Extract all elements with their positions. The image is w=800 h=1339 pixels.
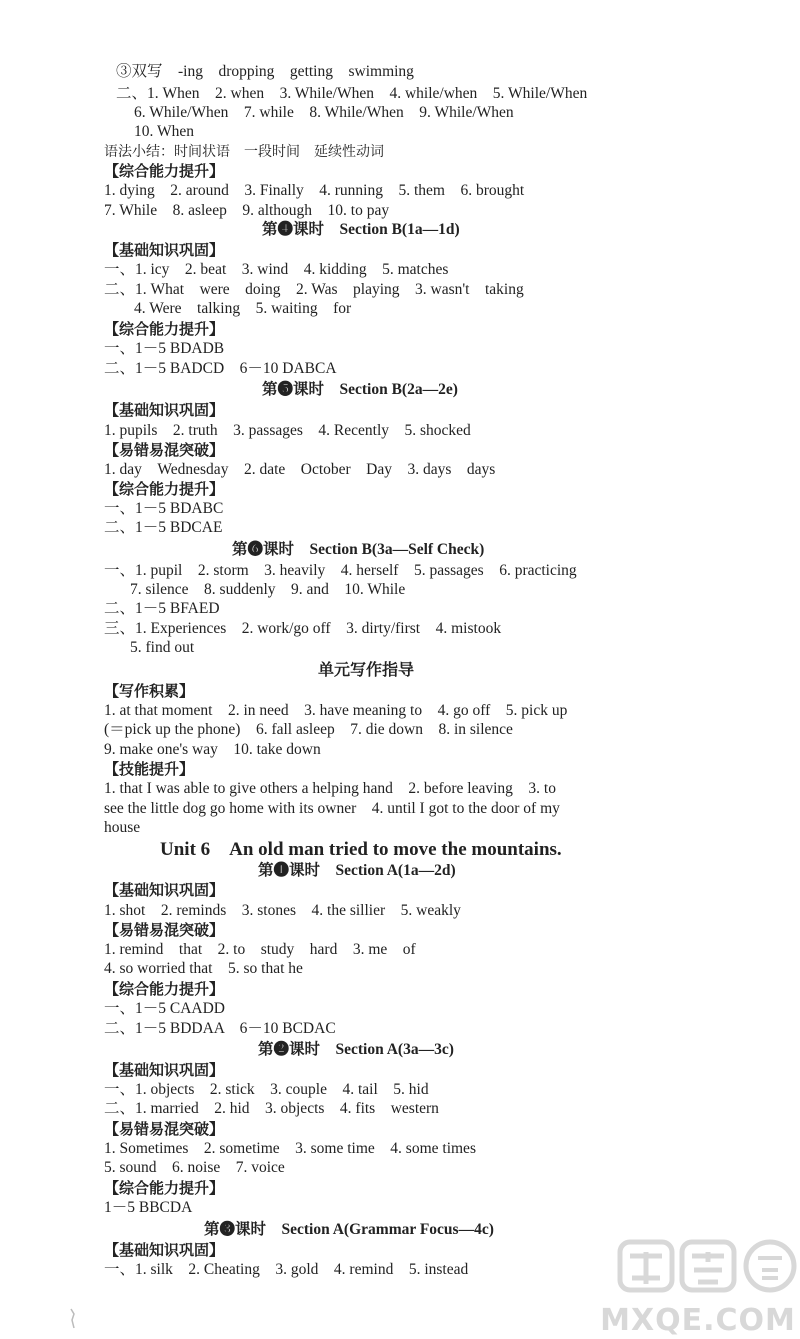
- text-line: 1. that I was able to give others a helping hand 2. before leaving 3. to: [104, 780, 556, 797]
- text-line: 10. When: [134, 123, 194, 140]
- text-line: 1. day Wednesday 2. date October Day 3. days days: [104, 461, 496, 478]
- section-heading: 【综合能力提升】: [104, 980, 225, 998]
- text-line: 二、1－5 BDCAE: [104, 519, 223, 536]
- lesson-title: 第❺课时 Section B(2a—2e): [262, 381, 458, 398]
- text-line: 4. so worried that 5. so that he: [104, 960, 303, 977]
- text-line: 9. make one's way 10. take down: [104, 741, 321, 758]
- svg-text:MXQE.COM: MXQE.COM: [600, 1303, 796, 1338]
- text-line: ③双写 -ing dropping getting swimming: [116, 63, 414, 80]
- margin-mark: [70, 1308, 76, 1330]
- text-line: 一、1. pupil 2. storm 3. heavily 4. herself 5. passages 6. practicing: [104, 562, 577, 579]
- writing-guide-title: 单元写作指导: [318, 660, 415, 679]
- unit-title: Unit 6 An old man tried to move the mountains.: [160, 839, 562, 860]
- section-heading: 【基础知识巩固】: [104, 881, 225, 899]
- section-heading: 【易错易混突破】: [104, 921, 225, 939]
- section-heading: 【基础知识巩固】: [104, 241, 225, 259]
- text-line: 一、1. icy 2. beat 3. wind 4. kidding 5. matches: [104, 261, 449, 278]
- section-heading: 【技能提升】: [104, 760, 195, 778]
- watermark-logo: [598, 1238, 798, 1338]
- text-line: (＝pick up the phone) 6. fall asleep 7. die down 8. in silence: [104, 721, 513, 738]
- section-heading: 【易错易混突破】: [104, 441, 225, 459]
- text-line: 4. Were talking 5. waiting for: [134, 300, 352, 317]
- section-heading: 【综合能力提升】: [104, 320, 225, 338]
- lesson-title: 第❷课时 Section A(3a—3c): [258, 1041, 454, 1058]
- text-line: 一、1－5 BDABC: [104, 500, 224, 517]
- lesson-title: 第❶课时 Section A(1a—2d): [258, 862, 456, 879]
- text-line: 一、1－5 CAADD: [104, 1000, 225, 1017]
- text-line: 5. find out: [130, 639, 195, 656]
- text-line: 一、1. objects 2. stick 3. couple 4. tail 5. hid: [104, 1081, 429, 1098]
- text-line: 1. at that moment 2. in need 3. have meaning to 4. go off 5. pick up: [104, 702, 568, 719]
- text-line: 二、1. When 2. when 3. While/When 4. while/when 5. While/When: [116, 85, 588, 102]
- text-line: 1. Sometimes 2. sometime 3. some time 4. some times: [104, 1140, 476, 1157]
- text-line: 7. While 8. asleep 9. although 10. to pay: [104, 202, 390, 219]
- text-line: 二、1. What were doing 2. Was playing 3. wasn't taking: [104, 281, 524, 298]
- text-line: 7. silence 8. suddenly 9. and 10. While: [130, 581, 406, 598]
- section-heading: 【易错易混突破】: [104, 1120, 225, 1138]
- text-line: 二、1－5 BADCD 6－10 DABCA: [104, 360, 337, 377]
- section-heading: 【综合能力提升】: [104, 162, 225, 180]
- section-heading: 【基础知识巩固】: [104, 1061, 225, 1079]
- lesson-title: 第❸课时 Section A(Grammar Focus—4c): [204, 1221, 494, 1238]
- text-line: 三、1. Experiences 2. work/go off 3. dirty/first 4. mistook: [104, 620, 502, 637]
- text-line: house: [104, 819, 141, 836]
- text-line: 5. sound 6. noise 7. voice: [104, 1159, 285, 1176]
- text-line: 1. dying 2. around 3. Finally 4. running 5. them 6. brought: [104, 182, 525, 199]
- text-line: 一、1－5 BDADB: [104, 340, 225, 357]
- text-line: see the little dog go home with its owner 4. until I got to the door of my: [104, 800, 560, 817]
- lesson-title: 第❹课时 Section B(1a—1d): [262, 221, 460, 238]
- section-heading: 【写作积累】: [104, 682, 195, 700]
- section-heading: 【综合能力提升】: [104, 480, 225, 498]
- section-heading: 【基础知识巩固】: [104, 401, 225, 419]
- text-line: 二、1－5 BFAED: [104, 600, 220, 617]
- text-line: 6. While/When 7. while 8. While/When 9. While/When: [134, 104, 514, 121]
- text-line: 一、1. silk 2. Cheating 3. gold 4. remind 5. instead: [104, 1261, 469, 1278]
- text-line: 1－5 BBCDA: [104, 1199, 193, 1216]
- text-line: 1. pupils 2. truth 3. passages 4. Recently 5. shocked: [104, 422, 471, 439]
- lesson-title: 第❻课时 Section B(3a—Self Check): [232, 541, 485, 558]
- text-line: 二、1－5 BDDAA 6－10 BCDAC: [104, 1020, 336, 1037]
- grammar-summary: 语法小结：时间状语 一段时间 延续性动词: [104, 144, 384, 160]
- text-line: 二、1. married 2. hid 3. objects 4. fits western: [104, 1100, 439, 1117]
- section-heading: 【基础知识巩固】: [104, 1241, 225, 1259]
- section-heading: 【综合能力提升】: [104, 1179, 225, 1197]
- text-line: 1. shot 2. reminds 3. stones 4. the sillier 5. weakly: [104, 902, 461, 919]
- text-line: 1. remind that 2. to study hard 3. me of: [104, 941, 416, 958]
